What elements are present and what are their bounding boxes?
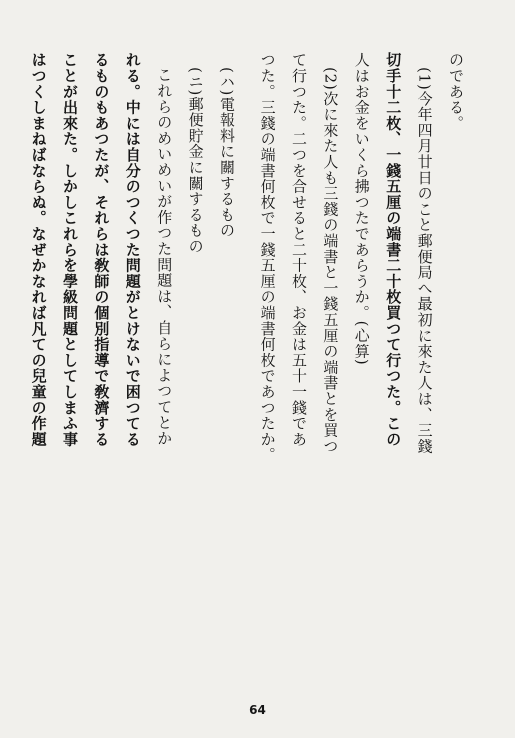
text-line: るものもあつたが、それらは敎師の個別指導で敎濟する [92, 52, 111, 447]
text-line: (ニ)郵便貯金に關するもの [186, 67, 205, 255]
left-text-column [20, 52, 242, 652]
text-line: はつくしまねばならぬ。なぜかなれば凡ての兒童の作題 [29, 52, 48, 447]
text-line: 切手十二枚、一錢五厘の端書二十枚買つて行つた。この [384, 52, 403, 447]
text-line: ことが出來た。しかしこれらを學級問題としてしまふ事 [60, 52, 79, 447]
text-line: れる。中には自分のつくつた問題がとけないで困つてる [123, 52, 142, 447]
text-line: これらのめいめいが作つた問題は、自らによつてとか [155, 67, 174, 447]
text-line [20, 52, 22, 652]
text-line: のである。 [447, 52, 465, 131]
text-line: つた。三錢の端書何枚で一錢五厘の端書何枚であつたか。 [258, 52, 277, 463]
text-line: (1)今年四月廿日のこと郵便局へ最初に來た人は、三錢 [415, 67, 434, 455]
text-line: (ハ)電報料に關するもの [218, 67, 236, 239]
text-line: て行つた。二つを合せると二十枚、お金は五十一錢であ [289, 52, 308, 447]
text-line: (2)次に來た人も三錢の端書と一錢五厘の端書とを買つ [321, 67, 340, 455]
page-number: 64 [249, 703, 266, 717]
right-text-column [257, 52, 471, 652]
text-line: 人はお金をいくら拂つたであらうか。(心算) [352, 52, 371, 366]
